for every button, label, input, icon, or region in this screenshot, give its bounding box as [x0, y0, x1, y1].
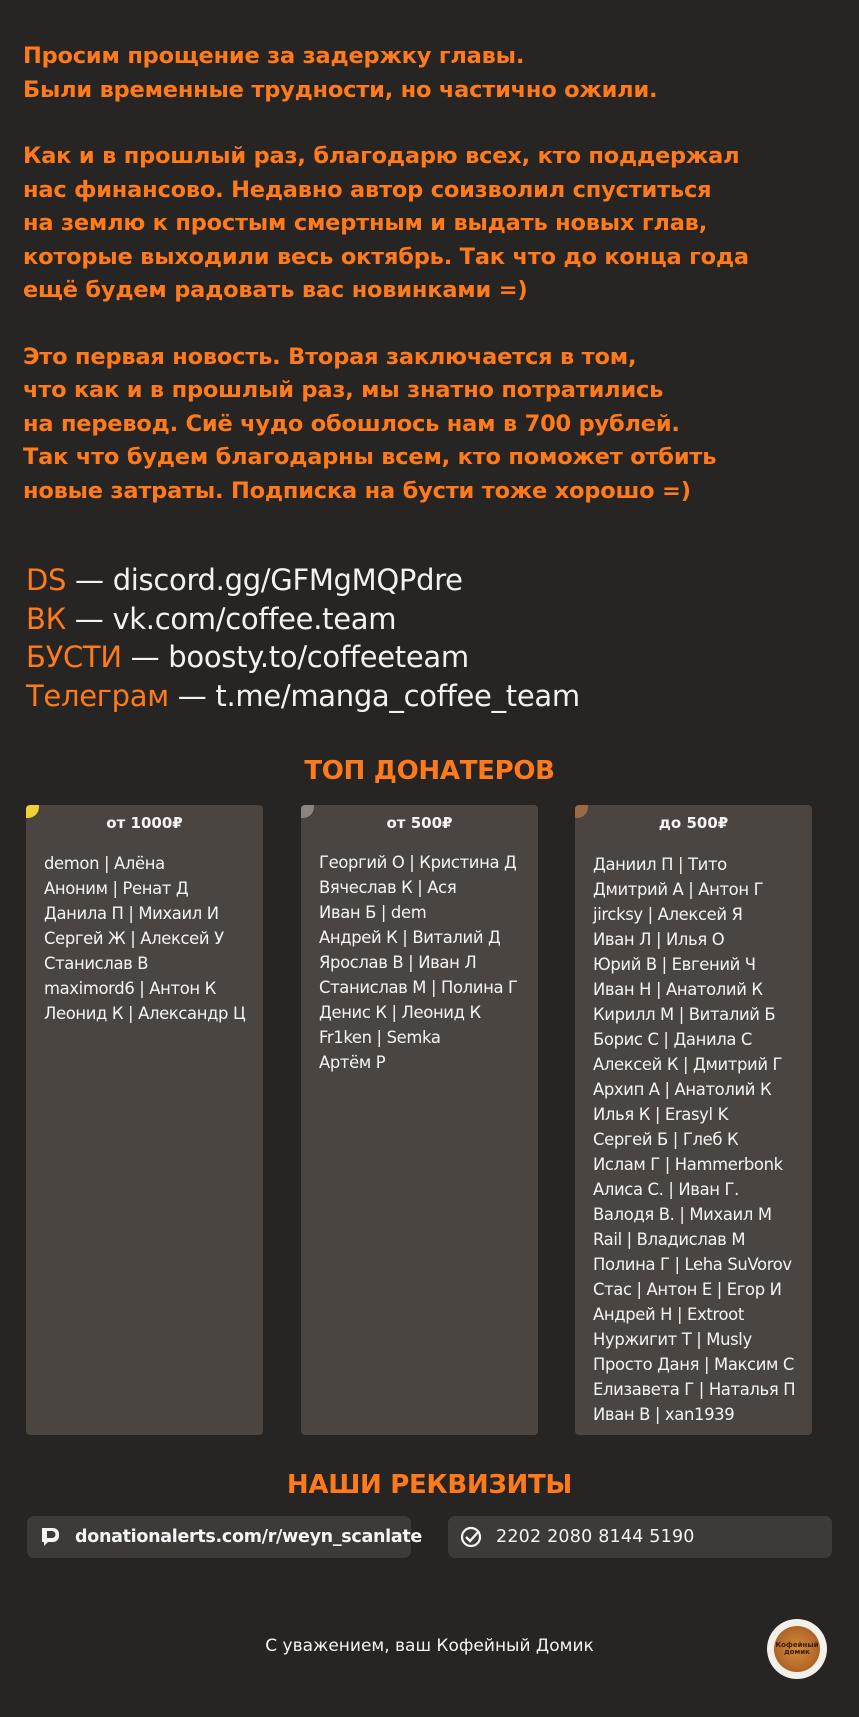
donor-entry: Fr1ken | Semka — [319, 1028, 441, 1047]
donor-list — [593, 852, 795, 1427]
donor-entry: Денис К | Леонид К — [319, 1003, 481, 1022]
donor-entry: Дмитрий А | Антон Г — [593, 880, 764, 899]
announcement-paragraph-2: Как и в прошлый раз, благодарю всех, кто поддержал нас финансово. Недавно автор соизволил спуститься на землю к простым смертным и выдать новых глав, которые выходили весь октябрь. Так что до конца года ещё будем радовать вас новинками =) — [23, 143, 749, 303]
social-links — [26, 561, 580, 715]
donor-entry: Полина Г | Leha SuVorov — [593, 1255, 792, 1274]
donor-tier-title: до 500₽ — [658, 814, 729, 832]
donor-entry: Станислав М | Полина Г — [319, 978, 518, 997]
donor-entry: Сергей Б | Глеб К — [593, 1130, 739, 1149]
donor-entry: Иван Б | dem — [319, 903, 427, 922]
donor-entry: Даниил П | Тито — [593, 855, 727, 874]
donor-entry: Сергей Ж | Алексей У — [44, 929, 224, 948]
link-discord-url[interactable]: discord.gg/GFMgMQPdre — [112, 563, 463, 597]
logo-emblem — [774, 1626, 820, 1672]
link-boosty-url[interactable]: boosty.to/coffeeteam — [168, 640, 469, 674]
donationalerts-url[interactable]: donationalerts.com/r/weyn_scanlate — [75, 1527, 422, 1547]
sberbank-icon — [460, 1526, 482, 1548]
link-boosty[interactable] — [26, 638, 580, 677]
donor-entry: Иван В | xan1939 — [593, 1405, 735, 1424]
donor-entry: Аноним | Ренат Д — [44, 879, 189, 898]
donor-entry: Rail | Владислав М — [593, 1230, 746, 1249]
donationalerts-link[interactable] — [27, 1516, 422, 1558]
donor-entry: jircksy | Алексей Я — [593, 905, 743, 924]
donor-entry: Валодя В. | Михаил М — [593, 1205, 772, 1224]
donor-entry: Илья К | Erasyl K — [593, 1105, 728, 1124]
donor-entry: Артём Р — [319, 1053, 386, 1072]
donor-entry: Елизавета Г | Наталья П — [593, 1380, 796, 1399]
link-vk-url[interactable]: vk.com/coffee.team — [112, 601, 397, 636]
bank-card-number[interactable] — [448, 1516, 832, 1558]
donor-entry: Андрей Н | Extroot — [593, 1305, 744, 1324]
donationalerts-icon — [39, 1526, 61, 1548]
donor-entry: maximord6 | Антон К — [44, 979, 216, 998]
link-discord-name: DS — [26, 563, 67, 597]
announcement-paragraph-3: Это первая новость. Вторая заключается в том, что как и в прошлый раз, мы знатно потратились на перевод. Сиё чудо обошлось нам в 700 рублей. Так что будем благодарны всем, кто поможет отбить новые затраты. Подписка на бусти тоже хорошо =) — [23, 343, 717, 504]
donor-entry: Ислам Г | Hammerbonk — [593, 1155, 783, 1174]
donor-entry: Леонид К | Александр Ц — [44, 1004, 246, 1023]
link-discord[interactable] — [26, 561, 580, 600]
donor-entry: Борис С | Данила С — [593, 1030, 753, 1049]
link-separator: — — [66, 563, 113, 597]
donor-entry: Просто Даня | Максим С — [593, 1355, 794, 1374]
donor-tier-card — [575, 805, 812, 1435]
donor-entry: Архип А | Анатолий К — [593, 1080, 772, 1099]
link-telegram[interactable] — [26, 677, 580, 716]
signature: С уважением, ваш Кофейный Домик — [265, 1636, 594, 1656]
donor-entry: Алексей К | Дмитрий Г — [593, 1055, 783, 1074]
link-separator: — — [65, 601, 113, 636]
donor-entry: Данила П | Михаил И — [44, 904, 219, 923]
link-telegram-name: Телеграм — [26, 678, 169, 713]
coffee-house-logo — [767, 1619, 827, 1679]
donor-list — [44, 851, 245, 1026]
donor-entry: Нуржигит Т | Musly — [593, 1330, 752, 1349]
link-vk[interactable] — [26, 600, 580, 639]
donor-tier-card — [301, 805, 538, 1435]
donor-entry: Юрий В | Евгений Ч — [593, 955, 756, 974]
link-separator: — — [168, 678, 216, 713]
donor-entry: Андрей К | Виталий Д — [319, 928, 501, 947]
donor-tier-card — [26, 805, 263, 1435]
link-separator: — — [121, 640, 169, 674]
donor-entry: Георгий О | Кристина Д — [319, 853, 517, 872]
donor-entry: Иван Л | Илья О — [593, 930, 725, 949]
donor-entry: Иван Н | Анатолий К — [593, 980, 763, 999]
donor-tier-title: от 1000₽ — [106, 814, 183, 832]
announcement — [23, 40, 843, 541]
requisites-title: НАШИ РЕКВИЗИТЫ — [286, 1470, 573, 1500]
donor-entry: Алиса С. | Иван Г. — [593, 1180, 740, 1199]
donor-entry: Станислав В — [44, 954, 149, 973]
donor-entry: Кирилл М | Виталий Б — [593, 1005, 776, 1024]
donor-entry: Стас | Антон Е | Егор И — [593, 1280, 782, 1299]
donor-entry: Ярослав В | Иван Л — [319, 953, 477, 972]
link-boosty-name: БУСТИ — [26, 640, 122, 674]
link-telegram-url[interactable]: t.me/manga_coffee_team — [215, 678, 580, 713]
link-vk-name: ВК — [26, 601, 66, 636]
donor-tier-title: от 500₽ — [386, 814, 453, 832]
donor-entry: demon | Алёна — [44, 854, 165, 873]
donor-entry: Вячеслав К | Ася — [319, 878, 457, 897]
donors-title: ТОП ДОНАТЕРОВ — [304, 756, 555, 786]
announcement-paragraph-1: Просим прощение за задержку главы. Были временные трудности, но частично ожили. — [23, 43, 658, 103]
bank-card-text: 2202 2080 8144 5190 — [496, 1527, 695, 1547]
logo-text: Кофейный домик — [775, 1641, 819, 1656]
donor-list — [319, 850, 518, 1075]
